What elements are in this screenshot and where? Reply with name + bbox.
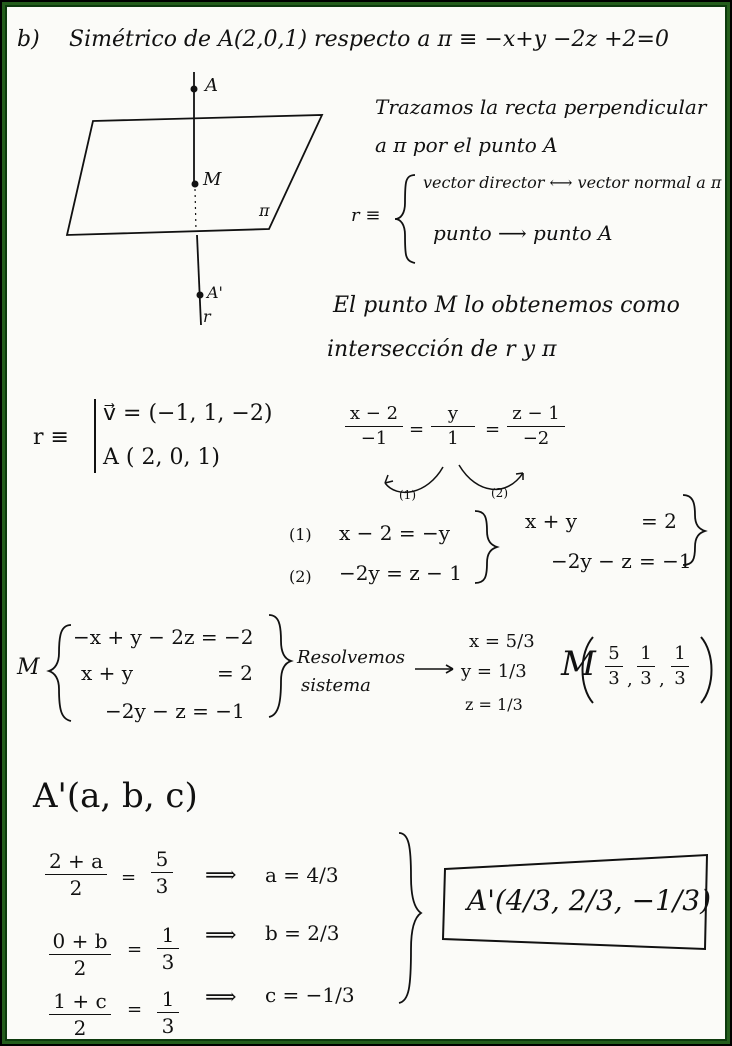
diagram-label-r: r xyxy=(203,307,211,326)
fraction-x-den: −1 xyxy=(360,428,388,449)
eq-b-lhs-den: 2 xyxy=(73,956,87,980)
fraction-z xyxy=(507,405,565,448)
eq-c-result: c = −1/3 xyxy=(265,983,355,1007)
fraction-z-num: z − 1 xyxy=(512,403,560,424)
fraction-z-den: −2 xyxy=(522,428,550,449)
reduced-eq2-lhs: −2y − z xyxy=(551,549,632,573)
problem-number: b) xyxy=(17,27,40,52)
problem-statement: Simétrico de A(2,0,1) respecto a π ≡ −x+y −2z +2=0 xyxy=(69,27,669,52)
eq-a-lhs-den: 2 xyxy=(69,876,83,900)
diagram-label-a-prime: A' xyxy=(207,283,223,302)
final-answer: A'(4/3, 2/3, −1/3) xyxy=(467,884,712,917)
diagram-label-m: M xyxy=(203,169,222,190)
eq-b-lhs xyxy=(49,931,111,978)
eq-a-lhs-num: 2 + a xyxy=(48,849,104,873)
resolvemos-line2: sistema xyxy=(301,675,371,696)
comma: , xyxy=(659,669,665,690)
fraction-y-num: y xyxy=(447,403,459,424)
eq-a-rhs-num: 5 xyxy=(155,847,169,871)
point-m-z xyxy=(671,645,689,688)
fraction-y xyxy=(431,405,475,448)
eq-b-rhs-num: 1 xyxy=(161,923,175,947)
reduced-eq2-rhs: = −1 xyxy=(639,549,692,573)
reduced-eq1-lhs: x + y xyxy=(525,509,578,533)
eq-c-rhs-num: 1 xyxy=(161,987,175,1011)
eq1-number: (1) xyxy=(289,525,312,544)
eq-c-equals: = xyxy=(127,999,143,1020)
eq2: −2y = z − 1 xyxy=(339,561,462,585)
point-m-x-den: 3 xyxy=(608,668,620,689)
equals-2: = xyxy=(485,419,501,440)
resolvemos-line1: Resolvemos xyxy=(297,647,405,668)
eq-a-result: a = 4/3 xyxy=(265,863,339,887)
reduced-eq1-rhs: = 2 xyxy=(641,509,677,533)
eq-c-lhs-den: 2 xyxy=(73,1016,87,1040)
explanation-line2: a π por el punto A xyxy=(375,133,558,157)
diagram-label-pi: π xyxy=(259,201,270,220)
system-label: M xyxy=(17,655,40,680)
eq-b-result: b = 2/3 xyxy=(265,921,340,945)
solution-x: x = 5/3 xyxy=(469,631,535,652)
fraction-y-den: 1 xyxy=(447,428,459,449)
point-m-y-num: 1 xyxy=(640,643,652,664)
diagram-label-a: A xyxy=(205,75,218,96)
line-r-label: r ≡ xyxy=(33,425,69,450)
explanation-line1: Trazamos la recta perpendicular xyxy=(375,95,707,119)
line-r-point: A ( 2, 0, 1) xyxy=(103,445,221,470)
point-m-z-den: 3 xyxy=(674,668,686,689)
eq-b-rhs-den: 3 xyxy=(161,950,175,974)
explanation-punto: punto ⟶ punto A xyxy=(433,221,613,245)
system-row3: −2y − z = −1 xyxy=(105,699,245,723)
explanation-director: vector director ⟷ vector normal a π xyxy=(423,173,722,192)
system-row2-lhs: x + y xyxy=(81,661,134,685)
solution-y: y = 1/3 xyxy=(461,661,527,682)
eq-a-lhs xyxy=(45,851,107,898)
line-r-vector: v⃗ = (−1, 1, −2) xyxy=(103,401,273,426)
comma: , xyxy=(627,669,633,690)
arc-label-2: (2) xyxy=(491,486,508,500)
arc-label-1: (1) xyxy=(399,488,416,502)
fraction-x xyxy=(345,405,403,448)
point-m-label: M xyxy=(561,644,596,684)
eq-a-equals: = xyxy=(121,867,137,888)
point-m-x-num: 5 xyxy=(608,643,620,664)
handwritten-sheet xyxy=(7,7,725,1039)
point-m-y-den: 3 xyxy=(640,668,652,689)
eq-a-arrow: ⟹ xyxy=(205,863,237,888)
eq-c-arrow: ⟹ xyxy=(205,985,237,1010)
eq-c-lhs-num: 1 + c xyxy=(53,989,107,1013)
explanation-m-line1: El punto M lo obtenemos como xyxy=(333,293,680,318)
eq2-number: (2) xyxy=(289,567,312,586)
eq-c-rhs-den: 3 xyxy=(161,1014,175,1038)
equals-1: = xyxy=(409,419,425,440)
eq-b-lhs-num: 0 + b xyxy=(52,929,108,953)
eq-a-rhs-den: 3 xyxy=(155,874,169,898)
solution-z: z = 1/3 xyxy=(465,695,523,714)
system-row1: −x + y − 2z = −2 xyxy=(73,625,254,649)
point-m-x xyxy=(605,645,623,688)
eq-b-arrow: ⟹ xyxy=(205,923,237,948)
eq1: x − 2 = −y xyxy=(339,521,451,545)
fraction-x-num: x − 2 xyxy=(349,403,399,424)
eq-b-rhs xyxy=(157,925,179,972)
eq-b-equals: = xyxy=(127,939,143,960)
explanation-m-line2: intersección de r y π xyxy=(327,337,557,362)
eq-c-rhs xyxy=(157,989,179,1036)
point-m-z-num: 1 xyxy=(674,643,686,664)
eq-c-lhs xyxy=(49,991,111,1038)
explanation-r-symbol: r ≡ xyxy=(351,205,381,226)
system-row2-rhs: = 2 xyxy=(217,661,253,685)
point-m-y xyxy=(637,645,655,688)
eq-a-rhs xyxy=(151,849,173,896)
symmetric-header: A'(a, b, c) xyxy=(33,776,198,816)
